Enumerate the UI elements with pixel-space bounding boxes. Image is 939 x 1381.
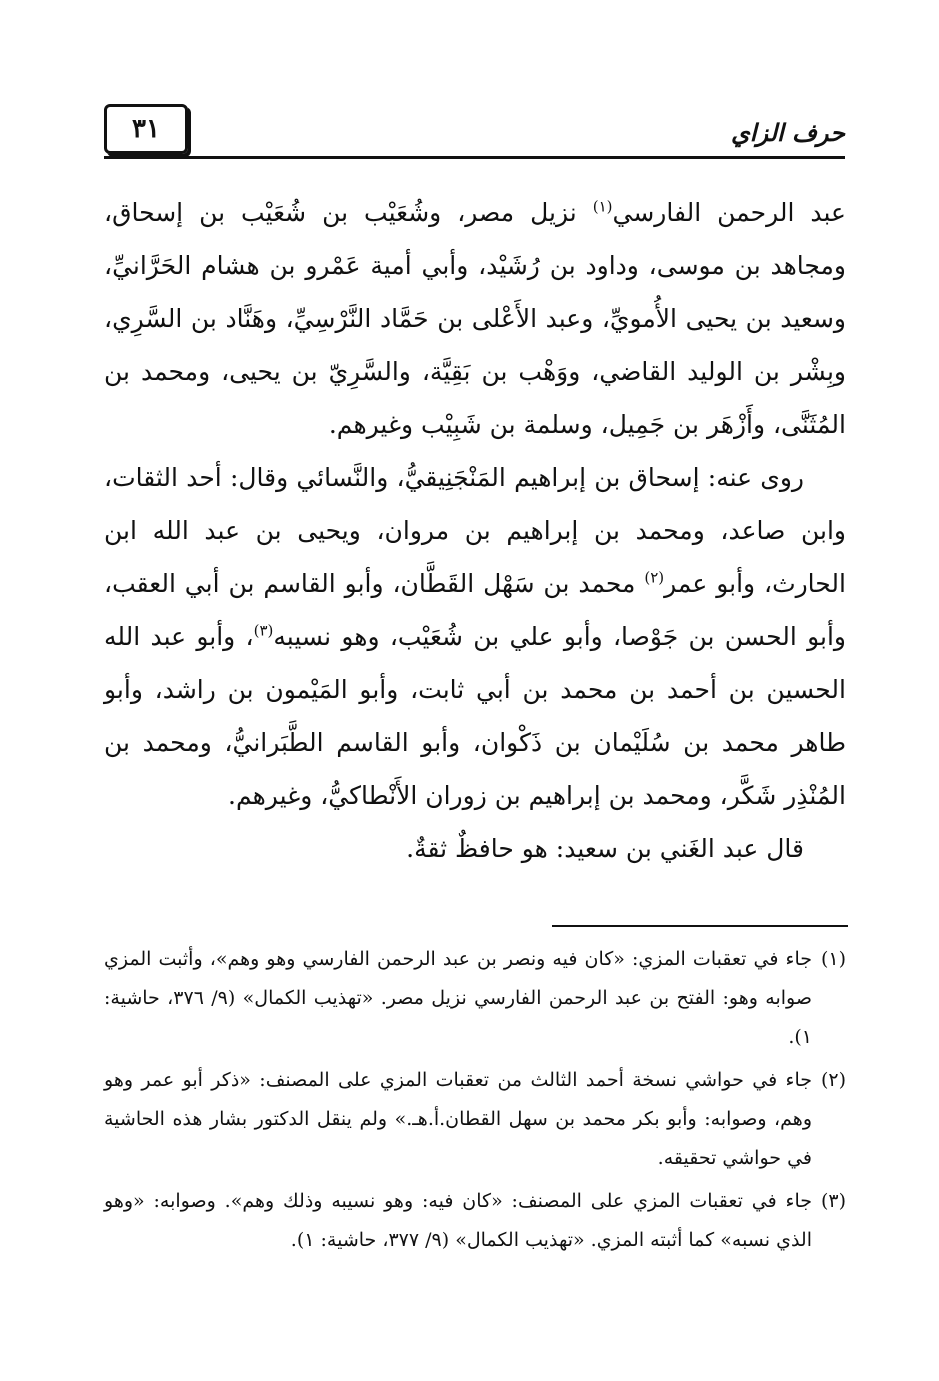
- page-header: [100, 100, 845, 162]
- footnote-1: [104, 940, 846, 1057]
- paragraph-2: روى عنه: إسحاق بن إبراهيم المَنْجَنِيقيُّ، والنَّسائي وقال: أحد الثقات، وابن صاعد، ومحمد بن إبراهيم بن مروان، ويحيى بن عبد الله ابن الحارث، وأبو عمر$^{(٢)}$ محمد بن سَهْل القَطَّان، وأبو القاسم بن أبي العقب، وأبو الحسن بن جَوْصا، وأبو علي بن شُعَيْب، وهو نسيبه$^{(٣)}$، وأبو عبد الله الحسين بن أحمد بن محمد بن أبي ثابت، وأبو المَيْمون بن راشد، وأبو طاهر محمد بن سُلَيْمان بن ذَكْوان، وأبو القاسم الطَّبَرانيُّ، ومحمد بن المُنْذِر شَكَّر، ومحمد بن إبراهيم بن زوران الأَنْطاكيُّ، وغيرهم.: [104, 463, 846, 810]
- header-rule: [104, 156, 845, 159]
- page-number: ٣١: [104, 104, 188, 154]
- paragraph-3: قال عبد الغَني بن سعيد: هو حافظٌ ثقةٌ.: [406, 834, 804, 863]
- footnote-text: جاء في تعقبات المزي: «كان فيه ونصر بن عبد الرحمن الفارسي وهو وهم»، وأثبت المزي صوابه وهو: الفتح بن عبد الرحمن الفارسي نزيل مصر. «تهذيب الكمال» (٩/ ٣٧٦، حاشية: ١).: [104, 948, 812, 1048]
- footnote-3: [104, 1182, 846, 1260]
- footnote-separator: [552, 925, 848, 927]
- running-head: حرف الزاي: [731, 118, 845, 147]
- footnote-marker-2[interactable]: (٢): [644, 568, 665, 587]
- footnote-number: (٣): [820, 1190, 846, 1212]
- paragraph-1: عبد الرحمن الفارسي$^{(١)}$ نزيل مصر، وشُعَيْب بن شُعَيْب بن إسحاق، ومجاهد بن موسى، وداود بن رُشَيْد، وأبي أمية عَمْرو بن هشام الحَرَّانيِّ، وسعيد بن يحيى الأُمويِّ، وعبد الأَعْلى بن حَمَّاد النَّرْسِيِّ، وهَنَّاد بن السَّرِي، وبِشْر بن الوليد القاضي، ووَهْب بن بَقِيَّة، والسَّرِيّ بن يحيى، ومحمد بن المُثَنَّى، وأَزْهَر بن جَمِيل، وسلمة بن شَبِيْب وغيرهم.: [104, 197, 846, 439]
- footnote-text: جاء في حواشي نسخة أحمد الثالث من تعقبات المزي على المصنف: «ذكر أبو عمر وهو وهم، وصوابه: وأبو بكر محمد بن سهل القطان.أ.هـ.» ولم ينقل الدكتور بشار هذه الحاشية في حواشي تحقيقه.: [104, 1069, 812, 1169]
- footnotes: [104, 940, 846, 1264]
- footnote-number: (١): [820, 948, 846, 970]
- body-text: [104, 186, 846, 875]
- footnote-marker-1[interactable]: (١): [592, 197, 613, 216]
- footnote-2: [104, 1061, 846, 1178]
- footnote-text: جاء في تعقبات المزي على المصنف: «كان فيه: وهو نسيبه وذلك وهم». وصوابه: «وهو الذي نسبه» كما أثبته المزي. «تهذيب الكمال» (٩/ ٣٧٧، حاشية: ١).: [104, 1190, 812, 1251]
- footnote-marker-3[interactable]: (٣): [253, 621, 274, 640]
- footnote-number: (٢): [820, 1069, 846, 1091]
